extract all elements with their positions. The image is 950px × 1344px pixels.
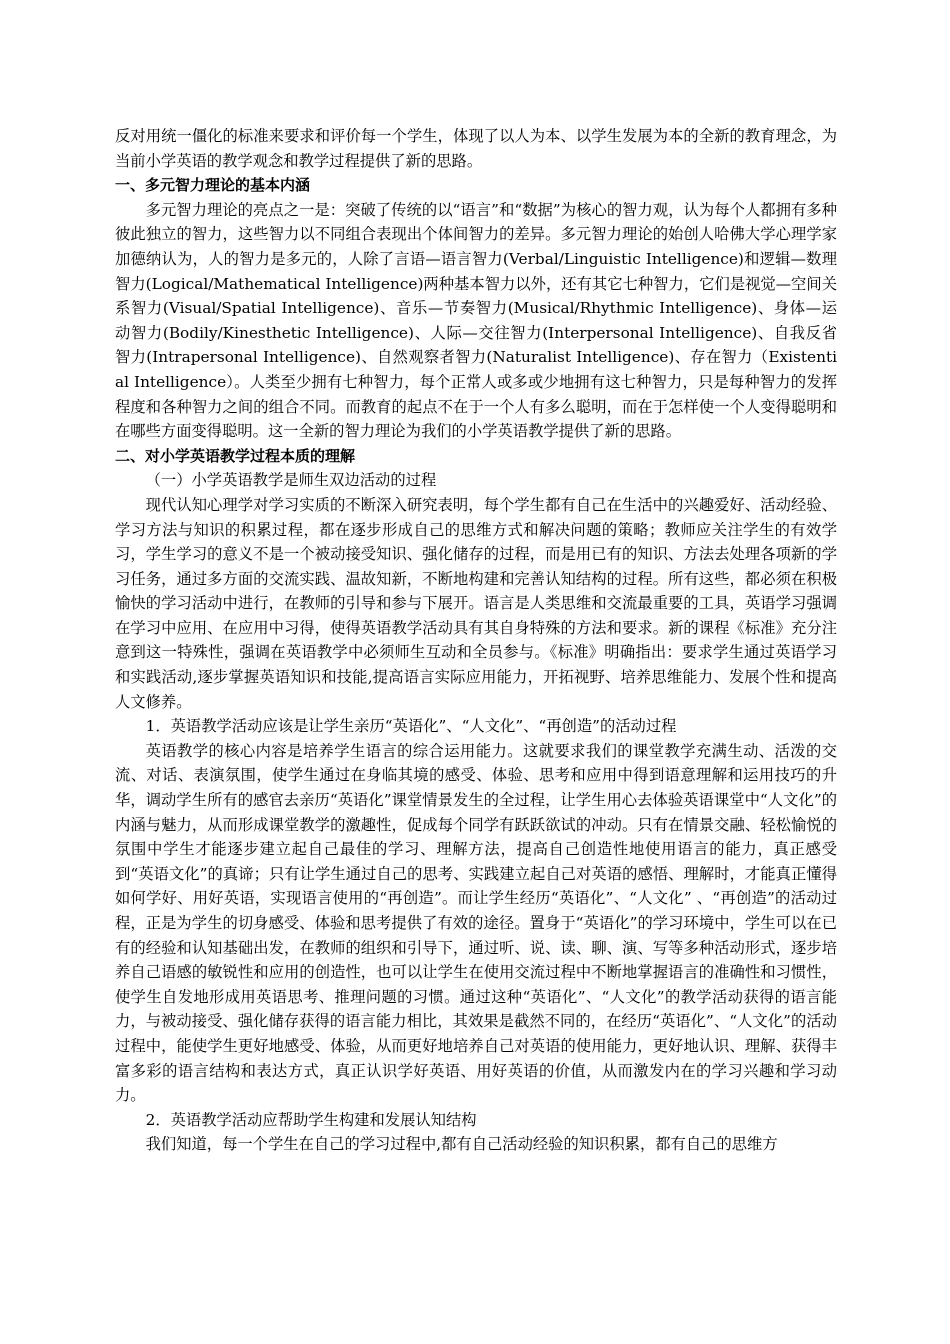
document-body: [115, 124, 837, 1157]
section-2-paragraph: 现代认知心理学对学习实质的不断深入研究表明，每个学生都有自己在生活中的兴趣爱好、活动经验、学习方法与知识的积累过程，都在逐步形成自己的思维方式和解决问题的策略；教师应关注学生的有效学习，学生学习的意义不是一个被动接受知识、强化储存的过程，而是用已有的知识、方法去处理各项新的学习任务，通过多方面的交流实践、温故知新，不断地构建和完善认知结构的过程。所有这些，都必须在积极愉快的学习活动中进行，在教师的引导和参与下展开。语言是人类思维和交流最重要的工具，英语学习强调在学习中应用、在应用中习得，使得英语教学活动具有其自身特殊的方法和要求。新的课程《标准》充分注意到这一特殊性，强调在英语教学中必须师生互动和全员参与。《标准》明确指出：要求学生通过英语学习和实践活动,逐步掌握英语知识和技能,提高语言实际应用能力，开拓视野、培养思维能力、发展个性和提高人文修养。: [115, 495, 837, 711]
item-2-title: 2．英语教学活动应帮助学生构建和发展认知结构: [145, 1110, 477, 1129]
intro-paragraph: 反对用统一僵化的标准来要求和评价每一个学生，体现了以人为本、以学生发展为本的全新的教育理念，为当前小学英语的教学观念和教学过程提供了新的思路。: [115, 127, 837, 170]
section-heading-1: 一、多元智力理论的基本内涵: [115, 176, 311, 195]
section-heading-2: 二、对小学英语教学过程本质的理解: [115, 446, 356, 465]
item-1-paragraph: 英语教学的核心内容是培养学生语言的综合运用能力。这就要求我们的课堂教学充满生动、活泼的交流、对话、表演氛围，使学生通过在身临其境的感受、体验、思考和应用中得到语意理解和运用技巧的升华，调动学生所有的感官去亲历“英语化”课堂情景发生的全过程，让学生用心去体验英语课堂中“人文化”的内涵与魅力，从而形成课堂教学的激趣性，促成每个同学有跃跃欲试的冲动。只有在情景交融、轻松愉悦的氛围中学生才能逐步建立起自己最佳的学习、理解方法，提高自己创造性地使用语言的能力，真正感受到“英语文化”的真谛；只有让学生通过自己的思考、实践建立起自己对英语的感悟、理解时，才能真正懂得如何学好、用好英语，实现语言使用的“再创造”。而让学生经历“英语化”、“人文化” 、“再创造”的活动过程，正是为学生的切身感受、体验和思考提供了有效的途径。置身于“英语化”的学习环境中，学生可以在已有的经验和认知基础出发，在教师的组织和引导下，通过听、说、读、聊、演、写等多种活动形式，逐步培养自己语感的敏锐性和应用的创造性，也可以让学生在使用交流过程中不断地掌握语言的准确性和习惯性，使学生自发地形成用英语思考、推理问题的习惯。通过这种“英语化”、“人文化”的教学活动获得的语言能力，与被动接受、强化储存获得的语言能力相比，其效果是截然不同的，在经历“英语化”、“人文化”的活动过程中，能使学生更好地感受、体验，从而更好地培养自己对英语的使用能力，更好地认识、理解、获得丰富多彩的语言结构和表达方式，真正认识学好英语、用好英语的价值，从而激发内在的学习兴趣和学习动力。: [115, 741, 837, 1105]
section-1-paragraph: 多元智力理论的亮点之一是：突破了传统的以“语言”和“数据”为核心的智力观，认为每个人都拥有多种彼此独立的智力，这些智力以不同组合表现出个体间智力的差异。多元智力理论的始创人哈佛大学心理学家加德纳认为，人的智力是多元的，人除了言语—语言智力(Verbal/Linguistic Intelligence)和逻辑—数理智力(Logical/Mathematical Intelligence)两种基本智力以外，还有其它七种智力，它们是视觉—空间关系智力(Visual/Spatial Intelligence)、音乐—节奏智力(Musical/Rhythmic Intelligence)、身体—运动智力(Bodily/Kinesthetic Intelligence)、人际—交往智力(Interpersonal Intelligence)、自我反省智力(Intrapersonal Intelligence)、自然观察者智力(Naturalist Intelligence)、存在智力（Existential Intelligence）。人类至少拥有七种智力，每个正常人或多或少地拥有这七种智力，只是每种智力的发挥程度和各种智力之间的组合不同。而教育的起点不在于一个人有多么聪明，而在于怎样使一个人变得聪明和在哪些方面变得聪明。这一全新的智力理论为我们的小学英语教学提供了新的思路。: [115, 200, 837, 441]
item-1-title: 1．英语教学活动应该是让学生亲历“英语化”、“人文化”、“再创造”的活动过程: [145, 717, 677, 736]
subsection-heading-2-1: （一）小学英语教学是师生双边活动的过程: [145, 471, 437, 490]
item-2-paragraph: 我们知道，每一个学生在自己的学习过程中,都有自己活动经验的知识积累，都有自己的思维方: [145, 1135, 778, 1154]
